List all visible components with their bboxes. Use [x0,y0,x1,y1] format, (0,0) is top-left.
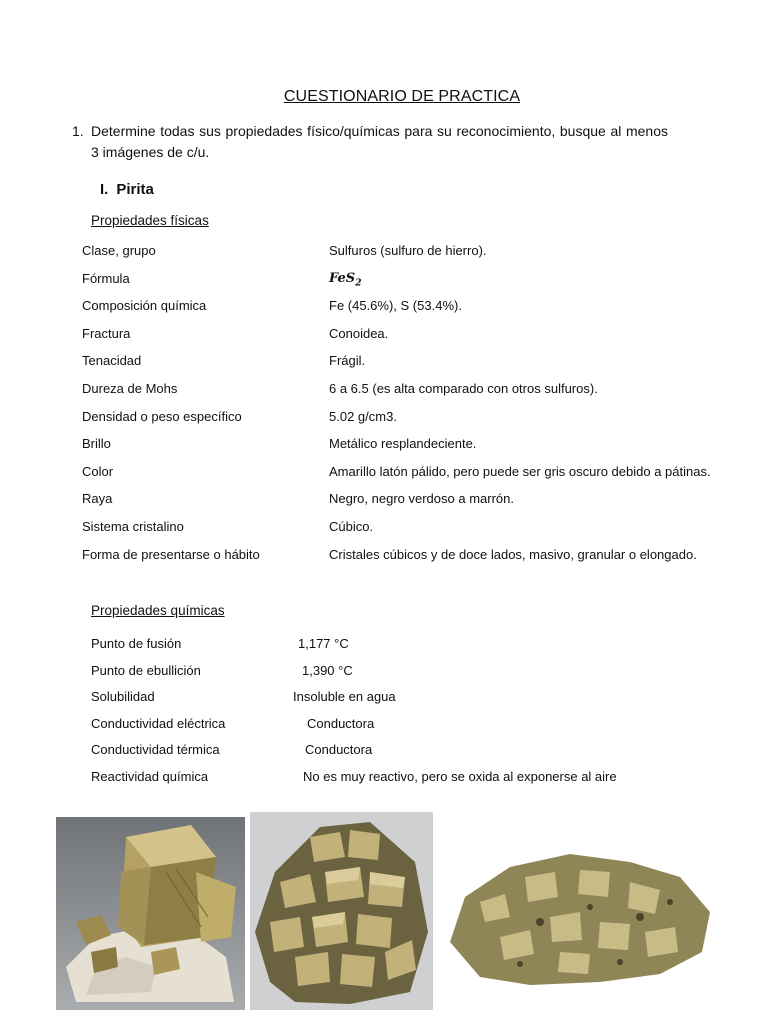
pyrite-photo-1 [56,817,245,1010]
question-1 [72,121,668,163]
property-value: 1,390 °C [302,662,353,678]
section-title: Pirita [116,181,154,198]
property-label: Fórmula [82,270,130,286]
pyrite-photo-3 [440,842,718,992]
property-value: Cúbico. [329,518,374,534]
table-row [82,271,742,299]
property-value: Cristales cúbicos y de doce lados, masivo, granular o elongado. [329,546,697,562]
property-label: Fractura [82,325,131,341]
property-value: Fe (45.6%), S (53.4%). [329,298,462,314]
chemical-properties-heading: Propiedades químicas [91,603,225,618]
table-row [82,519,742,547]
property-label: Densidad o peso específico [82,408,242,424]
property-label: Dureza de Mohs [82,380,178,396]
chemical-properties-table [91,636,691,796]
property-value: Amarillo latón pálido, pero puede ser gris oscuro debido a pátinas. [329,463,711,479]
property-value: Frágil. [329,353,366,369]
section-number: I. [100,181,109,198]
table-row [82,353,742,381]
property-label: Reactividad química [91,768,209,784]
formula-subscript: 2 [355,278,362,289]
property-label: Tenacidad [82,353,142,369]
property-label: Conductividad térmica [91,742,220,758]
table-row [82,547,742,575]
property-label: Brillo [82,436,111,452]
table-row [82,409,742,437]
question-text: Determine todas sus propiedades físico/químicas para su reconocimiento, busque al menos 3 imágenes de c/u. [91,123,668,160]
table-row [82,243,742,271]
property-label: Forma de presentarse o hábito [82,546,260,562]
table-row [82,298,742,326]
property-value: Sulfuros (sulfuro de hierro). [329,243,487,258]
property-value: Conoidea. [329,325,389,341]
property-label: Composición química [82,298,207,314]
property-label: Raya [82,491,113,507]
property-label: Sistema cristalino [82,518,184,534]
question-number: 1. [72,123,84,139]
table-row [91,769,691,796]
table-row [82,436,742,464]
property-value: Conductora [307,715,375,731]
property-value: Insoluble en agua [293,689,396,705]
property-label: Conductividad eléctrica [91,715,226,731]
property-value: No es muy reactivo, pero se oxida al exponerse al aire [303,768,617,784]
table-row [91,716,691,743]
table-row [82,464,742,492]
property-value: 5.02 g/cm3. [329,408,397,424]
table-row [82,381,742,409]
table-row [91,689,691,716]
property-value: Negro, negro verdoso a marrón. [329,491,514,507]
table-row [91,636,691,663]
table-row [91,742,691,769]
property-label: Punto de ebullición [91,662,201,678]
property-value: 6 a 6.5 (es alta comparado con otros sulfuros). [329,380,598,396]
section-heading [100,181,154,198]
physical-properties-heading: Propiedades físicas [91,213,209,228]
formula-base: FeS [329,270,356,286]
physical-properties-table [82,243,742,574]
table-row [82,491,742,519]
chemical-formula [329,271,361,289]
page-title: CUESTIONARIO DE PRACTICA [283,88,521,105]
property-value: Metálico resplandeciente. [329,436,477,452]
table-row [82,326,742,354]
property-label: Punto de fusión [91,636,182,651]
table-row [91,663,691,690]
pyrite-photo-2 [250,812,433,1010]
property-label: Clase, grupo [82,243,156,258]
property-value: Conductora [305,742,373,758]
property-label: Color [82,463,114,479]
property-label: Solubilidad [91,689,155,705]
property-value: 1,177 °C [298,636,349,651]
